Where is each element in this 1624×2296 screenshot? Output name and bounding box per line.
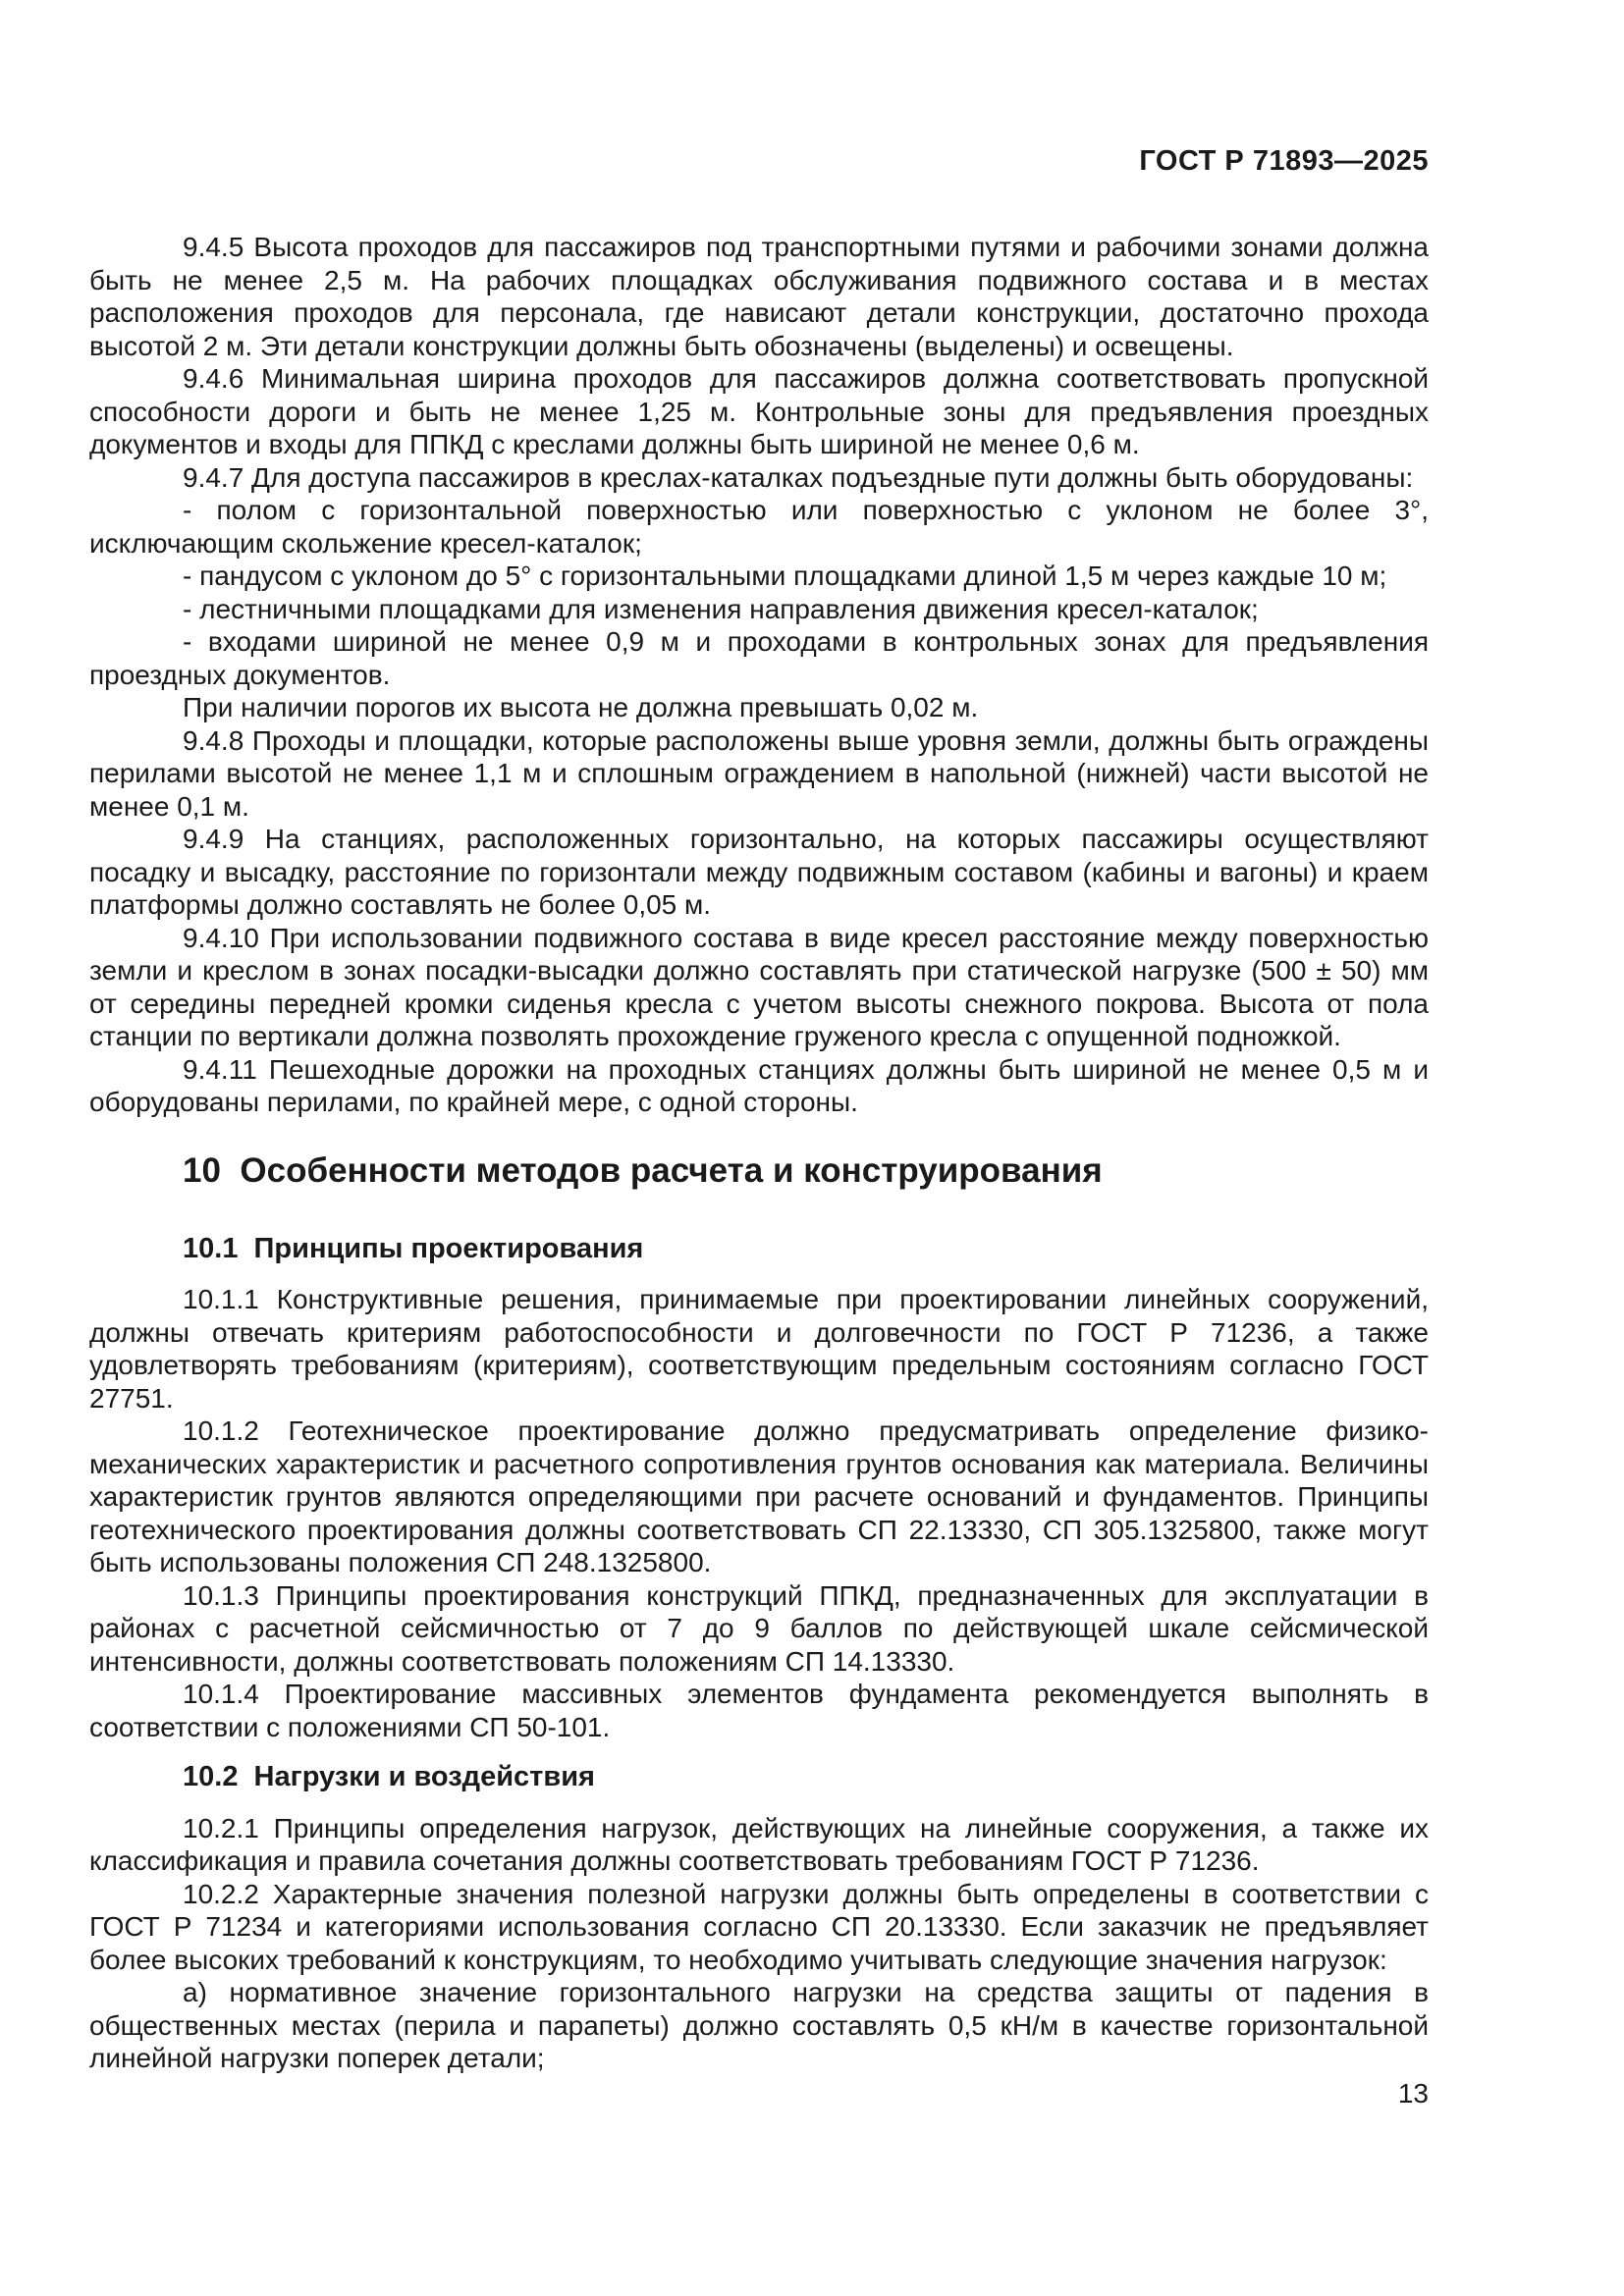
paragraph-9-4-9: 9.4.9 На станциях, расположенных горизонтально, на которых пассажиры осуществляют посадку и высадку, расстояние по горизонтали между подвижным составом (кабины и вагоны) и краем платформы должно составлять не более 0,05 м.: [89, 824, 1429, 920]
paragraph-10-1-1: 10.1.1 Конструктивные решения, принимаемые при проектировании линейных сооружений, должны отвечать критериям работоспособности и долговечности по ГОСТ Р 71236, а также удовлетворять требованиям (критериям), соответствующим предельным состояниям согласно ГОСТ 27751.: [89, 1284, 1429, 1414]
paragraph-10-2-2: 10.2.2 Характерные значения полезной нагрузки должны быть определены в соответствии с ГОСТ Р 71234 и категориями использования согласно СП 20.13330. Если заказчик не предъявляет более высоких требований к конструкциям, то необходимо учитывать следующие значения нагрузок:: [89, 1878, 1429, 1975]
list-item-ramp: - пандусом с уклоном до 5° с горизонтальными площадками длиной 1,5 м через каждые 10 м;: [183, 561, 1387, 591]
paragraph-9-4-8: 9.4.8 Проходы и площадки, которые расположены выше уровня земли, должны быть ограждены перилами высотой не менее 1,1 м и сплошным ограждением в напольной (нижней) части высотой не менее 0,1 м.: [89, 724, 1429, 822]
subsection-heading-10-2: 10.2 Нагрузки и воздействия: [183, 1761, 595, 1792]
paragraph-9-4-7: 9.4.7 Для доступа пассажиров в креслах-каталках подъездные пути должны быть оборудованы:: [183, 461, 1414, 493]
paragraph-10-1-3: 10.1.3 Принципы проектирования конструкций ППКД, предназначенных для эксплуатации в районах с расчетной сейсмичностью от 7 до 9 баллов по действующей шкале сейсмической интенсивности, должны соответствовать положениям СП 14.13330.: [89, 1579, 1429, 1677]
paragraph-10-2-1: 10.2.1 Принципы определения нагрузок, действующих на линейные сооружения, а также их классификация и правила сочетания должны соответствовать требованиям ГОСТ Р 71236.: [89, 1812, 1429, 1876]
paragraph-9-4-11: 9.4.11 Пешеходные дорожки на проходных станциях должны быть шириной не менее 0,5 м и оборудованы перилами, по крайней мере, с одной стороны.: [89, 1053, 1429, 1117]
subsection-heading-10-1: 10.1 Принципы проектирования: [183, 1232, 644, 1264]
paragraph-10-1-2: 10.1.2 Геотехническое проектирование должно предусматривать определение физико-механических характеристик и расчетного сопротивления грунтов основания как материала. Величины характеристик грунтов являются определяющими при расчете оснований и фундаментов. Принципы геотехнического проектирования должны соответствовать СП 22.13330, СП 305.1325800, также могут быть использованы положения СП 248.1325800.: [89, 1415, 1429, 1577]
list-item-stair-landings: - лестничными площадками для изменения направления движения кресел-каталок;: [183, 593, 1259, 624]
running-header-standard-number: ГОСТ Р 71893—2025: [1139, 145, 1429, 177]
page-number: 13: [1397, 2078, 1429, 2109]
list-item-entrances: - входами шириной не менее 0,9 м и проходами в контрольных зонах для предъявления проездных документов.: [89, 626, 1429, 690]
paragraph-10-2-2-item-a: а) нормативное значение горизонтального нагрузки на средства защиты от падения в общественных местах (перила и парапеты) должно составлять 0,5 кН/м в качестве горизонтальной линейной нагрузки поперек детали;: [89, 1977, 1429, 2073]
paragraph-9-4-6: 9.4.6 Минимальная ширина проходов для пассажиров должна соответствовать пропускной способности дороги и быть не менее 1,25 м. Контрольные зоны для предъявления проездных документов и входы для ППКД с креслами должны быть шириной не менее 0,6 м.: [89, 363, 1429, 459]
paragraph-10-1-4: 10.1.4 Проектирование массивных элементов фундамента рекомендуется выполнять в соответствии с положениями СП 50-101.: [89, 1679, 1429, 1742]
paragraph-9-4-10: 9.4.10 При использовании подвижного состава в виде кресел расстояние между поверхностью земли и креслом в зонах посадки-высадки должно составлять при статической нагрузке (500 ± 50) мм от середины передней кромки сиденья кресла с учетом высоты снежного покрова. Высота от пола станции по вертикали должна позволять прохождение груженого кресла с опущенной подножкой.: [89, 922, 1429, 1051]
document-body: [89, 231, 1429, 2075]
paragraph-9-4-5: 9.4.5 Высота проходов для пассажиров под транспортными путями и рабочими зонами должна быть не менее 2,5 м. На рабочих площадках обслуживания подвижного состава и в местах расположения проходов для персонала, где нависают детали конструкции, достаточно прохода высотой 2 м. Эти детали конструкции должны быть обозначены (выделены) и освещены.: [89, 232, 1429, 361]
list-item-floor: - полом с горизонтальной поверхностью или поверхностью с уклоном не более 3°, исключающим скольжение кресел-каталок;: [89, 495, 1429, 559]
paragraph-thresholds: При наличии порогов их высота не должна превышать 0,02 м.: [183, 692, 979, 722]
section-heading-10: 10 Особенности методов расчета и конструирования: [183, 1150, 1103, 1190]
